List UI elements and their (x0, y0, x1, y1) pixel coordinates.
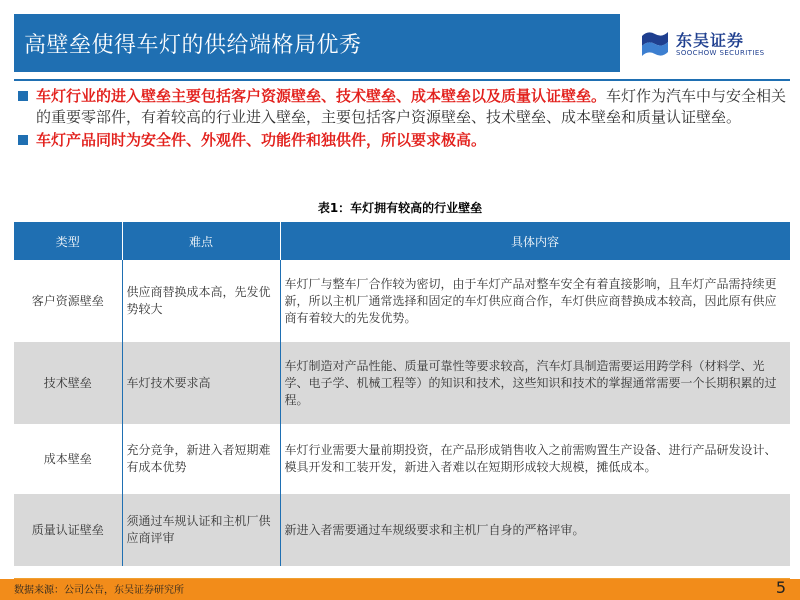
data-source-note: 数据来源：公司公告，东吴证券研究所 (14, 585, 184, 596)
table-row (14, 260, 790, 342)
bullet-highlight: 车灯行业的进入壁垒主要包括客户资源壁垒、技术壁垒、成本壁垒以及质量认证壁垒。 (36, 87, 607, 105)
cell-content: 新进入者需要通过车规级要求和主机厂自身的严格评审。 (280, 494, 790, 566)
company-logo (640, 26, 790, 66)
cell-content: 车灯制造对产品性能、质量可靠性等要求较高，汽车灯具制造需要运用跨学科（材料学、光学、电子学、机械工程等）的知识和技术，这些知识和技术的掌握通常需要一个长期积累的过程。 (280, 342, 790, 424)
cell-type: 技术壁垒 (14, 342, 122, 424)
cell-content: 车灯厂与整车厂合作较为密切，由于车灯产品对整车安全有着直接影响，且车灯产品需持续更新，所以主机厂通常选择和固定的车灯供应商合作，车灯供应商替换成本较高，因此原有供应商有着较大的先发优势。 (284, 276, 777, 325)
bullet-square-icon (18, 135, 28, 145)
table-row (14, 424, 790, 494)
header-divider (14, 79, 790, 81)
table-row (14, 342, 790, 424)
table-header-row (14, 222, 790, 260)
bullet-item (18, 130, 788, 151)
barrier-table (14, 222, 791, 566)
title-bar (14, 14, 620, 72)
cell-difficulty: 充分竞争，新进入者短期难有成本优势 (122, 424, 280, 494)
bullet-list (18, 86, 788, 153)
cell-difficulty: 供应商替换成本高，先发优势较大 (122, 260, 280, 342)
table-row (14, 494, 790, 566)
cell-difficulty: 须通过车规认证和主机厂供应商评审 (122, 494, 280, 566)
cell-type: 成本壁垒 (14, 424, 122, 494)
page-title: 高壁垒使得车灯的供给端格局优秀 (24, 33, 362, 58)
bullet-item (18, 86, 788, 128)
column-header-difficulty: 难点 (122, 222, 280, 260)
table-caption: 表1：车灯拥有较高的行业壁垒 (317, 201, 483, 215)
cell-difficulty: 车灯技术要求高 (122, 342, 280, 424)
column-header-content: 具体内容 (280, 222, 790, 260)
logo-icon (640, 28, 670, 58)
column-header-type: 类型 (14, 222, 122, 260)
page-number: 5 (775, 578, 786, 597)
logo-text-en: SOOCHOW SECURITIES (676, 49, 765, 57)
bullet-highlight: 车灯产品同时为安全件、外观件、功能件和独供件，所以要求极高。 (36, 131, 487, 149)
bullet-text: 车灯作为汽车中与安全相关的重要零部件，有着较高的行业进入壁垒，主要包括客户资源壁垒、技术壁垒、成本壁垒和质量认证壁垒。 (36, 87, 787, 126)
cell-content: 车灯行业需要大量前期投资，在产品形成销售收入之前需购置生产设备、进行产品研发设计、模具开发和工装开发，新进入者难以在短期形成较大规模，摊低成本。 (284, 443, 777, 474)
bullet-square-icon (18, 91, 28, 101)
cell-type: 客户资源壁垒 (14, 260, 122, 342)
logo-text-cn: 东吴证券 (676, 31, 745, 50)
cell-type: 质量认证壁垒 (14, 494, 122, 566)
